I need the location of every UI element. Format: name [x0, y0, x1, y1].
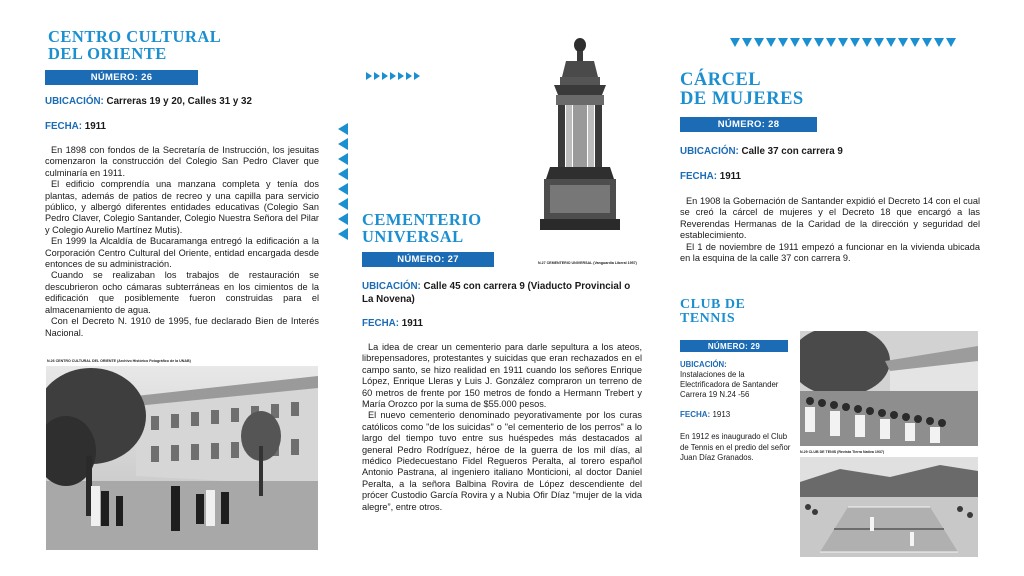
- club-number: NÚMERO: 29: [707, 341, 761, 351]
- carcel-title-line2: DE MUJERES: [680, 88, 804, 109]
- carcel-ubicacion-label: UBICACIÓN:: [680, 146, 739, 157]
- cementerio-title-line1: CEMENTERIO: [362, 210, 482, 229]
- club-fecha-value: 1913: [712, 410, 731, 419]
- carcel-body: [680, 196, 980, 264]
- cementerio-title-line2: UNIVERSAL: [362, 226, 464, 246]
- carcel-ubicacion: [680, 146, 843, 157]
- club-fecha-label: FECHA:: [680, 410, 711, 419]
- centro-title-line1: CENTRO CULTURAL: [48, 27, 222, 46]
- centro-body: [45, 145, 319, 339]
- centro-ubicacion-label: UBICACIÓN:: [45, 96, 104, 107]
- cementerio-ubicacion: [362, 281, 640, 306]
- cementerio-fecha: [362, 318, 423, 329]
- club-text: En 1912 es inaugurado el Club de Tennis en el predio del señor Juan Díaz Granados.: [680, 432, 791, 462]
- cementerio-fecha-label: FECHA:: [362, 318, 400, 329]
- centro-photo: [46, 366, 318, 550]
- centro-number: NÚMERO: 26: [90, 72, 153, 83]
- club-title: [680, 298, 745, 326]
- centro-number-bar: [45, 70, 198, 85]
- cementerio-photo: [540, 37, 620, 230]
- centro-fecha: [45, 121, 106, 132]
- cementerio-paragraph: La idea de crear un cementerio para darle sepultura a los ateos, librepensadores, protestantes y suicidas que eran rechazados en el campo santo, se hizo realidad en 1911 cuando los señores Enrique López, Enrique Lleras y Luis J. González compraron un terreno de 60 metros de frente por 150 metros de fondo a Hermann Trebert y María Orozco por la suma de $55.000 pesos.: [362, 342, 642, 410]
- carcel-title: [680, 71, 804, 108]
- cementerio-ubicacion-label: UBICACIÓN:: [362, 281, 421, 292]
- carcel-fecha-label: FECHA:: [680, 171, 718, 182]
- cementerio-body: [362, 342, 642, 513]
- carcel-title-line1: CÁRCEL: [680, 70, 762, 90]
- centro-title-line2: DEL ORIENTE: [48, 43, 167, 63]
- carcel-number: NÚMERO: 28: [717, 119, 780, 130]
- club-title-line1: CLUB DE: [680, 297, 746, 312]
- centro-ubicacion: [45, 96, 252, 107]
- cementerio-number: NÚMERO: 27: [397, 254, 459, 265]
- cementerio-number-bar: [362, 252, 494, 267]
- club-photo-1: [800, 331, 978, 446]
- centro-paragraph: Cuando se realizaban los trabajos de restauración se descubrieron ocho cámaras subterráneas en los cimientos de la edificación que posiblemente fueron construidas para el almacenamiento de agua.: [45, 270, 319, 315]
- club-ubicacion-label: UBICACIÓN:: [680, 360, 727, 369]
- top-right-arrow-strip: [730, 38, 960, 48]
- centro-fecha-label: FECHA:: [45, 121, 83, 132]
- club-photo-2: [800, 457, 978, 557]
- centro-title: [48, 29, 221, 62]
- cementerio-title: [362, 212, 482, 245]
- carcel-fecha: [680, 171, 741, 182]
- centro-paragraph: Con el Decreto N. 1910 de 1995, fue declarado Bien de Interés Nacional.: [45, 316, 319, 338]
- centro-paragraph: El edificio comprendía una manzana completa y tenía dos plantas, además de patios de recreo y una capilla para servicio público, y albergó diferentes entidades educativas (Colegio San Pedro Claver, Colegio Santander, Colegio Nuestra Señora del Pilar y Colegio Aurelio Martínez Mutis).: [45, 179, 319, 235]
- carcel-paragraph: En 1908 la Gobernación de Santander expidió el Decreto 14 con el cual se creó la cárcel de mujeres y el Decreto 18 que encargó a las Reverendas Hermanas de la Caridad de la dirección y seguridad del establecimiento.: [680, 196, 980, 241]
- cementerio-fecha-value: 1911: [401, 318, 424, 329]
- cementerio-photo-caption: N.27 CEMENTERIO UNIVERSAL (Vanguardia Liberal 1957): [538, 261, 637, 265]
- club-photo-caption: N.29 CLUB DE TENIS (Revista Tierra Nativa 1937): [800, 450, 885, 454]
- carcel-ubicacion-value: Calle 37 con carrera 9: [741, 146, 843, 157]
- cementerio-ubicacion-value: Calle 45 con carrera 9 (Viaducto Provincial o La Novena): [362, 281, 631, 305]
- club-ubicacion-value: Instalaciones de la Electrificadora de Santander Carrera 19 N.24 -56: [680, 370, 779, 399]
- carcel-paragraph: El 1 de noviembre de 1911 empezó a funcionar en la vivienda ubicada en la esquina de la calle 37 con carrera 9.: [680, 241, 980, 264]
- centro-ubicacion-value: Carreras 19 y 20, Calles 31 y 32: [106, 96, 252, 107]
- centro-fecha-value: 1911: [84, 121, 107, 132]
- cementerio-paragraph: El nuevo cementerio denominado peyorativamente por los curas católicos como "de los suicidas" o "el cementerio de los perros" a lo largo del tiempo tuvo entre sus huéspedes más destacados al general Pedro Rodríguez, héroe de la guerra de los mil días, al médico Piedecuestano Fidel Regueros Peralta, al torero español Antonio Pastrana, al ingeniero italiano Monticioni, al doctor Daniel Peralta, a la señora Balbina Rovira de López descendiente del prócer Custodio García Rovira y a Nubia Ofir Díaz “mujer de la vida alegre”, entre otros.: [362, 410, 642, 512]
- club-ubicacion: [680, 360, 792, 400]
- top-arrow-strip: [366, 72, 426, 80]
- carcel-number-bar: [680, 117, 817, 132]
- centro-paragraph: En 1898 con fondos de la Secretaría de Instrucción, los jesuitas comenzaron la construcción del Colegio San Pedro Claver que culminaría en 1911.: [45, 145, 319, 178]
- centro-photo-caption: N.26 CENTRO CULTURAL DEL ORIENTE (Archivo Histórico Fotográfico de la UNAB): [47, 359, 191, 363]
- centro-paragraph: En 1999 la Alcaldía de Bucaramanga entregó la edificación a la Corporación Centro Cultural del Oriente, entidad encargada desde entonces de su administración.: [45, 236, 319, 270]
- carcel-fecha-value: 1911: [719, 171, 742, 182]
- club-fecha: [680, 410, 730, 419]
- club-title-line2: TENNIS: [680, 311, 736, 326]
- left-arrow-strip: [336, 123, 348, 243]
- club-number-bar: [680, 340, 788, 352]
